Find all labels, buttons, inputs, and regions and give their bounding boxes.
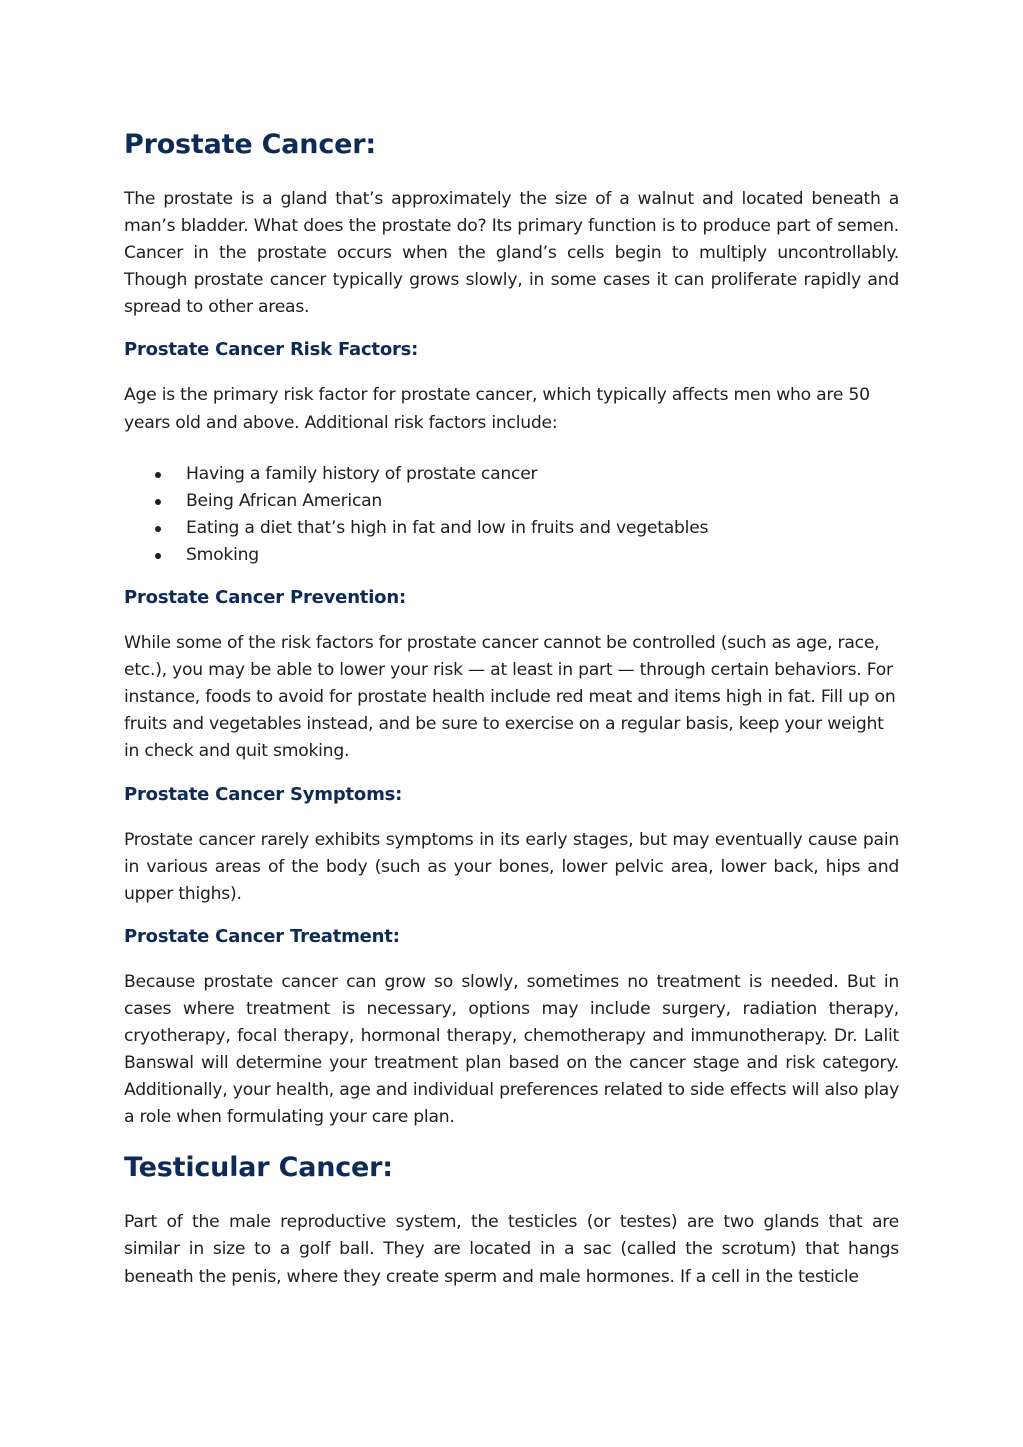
risk-factors-heading: Prostate Cancer Risk Factors: (124, 339, 419, 361)
symptoms-heading: Prostate Cancer Symptoms: (124, 783, 403, 805)
list-item-text: Being African American (186, 490, 383, 511)
treatment-paragraph: Because prostate cancer can grow so slowly, sometimes no treatment is needed. But in cases where treatment is necessary, options may include surgery, radiation therapy, cryotherapy, focal therapy, hormonal therapy, chemotherapy and immunotherapy. Dr. Lalit Banswal will determine your treatment plan based on the cancer stage and risk category. Additionally, your health, age and individual preferences related to side effects will also play a role when formulating your care plan. (124, 971, 899, 1128)
prostate-intro-paragraph: The prostate is a gland that’s approximately the size of a walnut and located beneath a man’s bladder. What does the prostate do? Its primary function is to produce part of semen. Cancer in the prostate occurs when the gland’s cells begin to multiply uncontrollably. Though prostate cancer typically grows slowly, in some cases it can proliferate rapidly and spread to other areas. (124, 189, 899, 318)
list-item (186, 488, 899, 515)
testicular-intro-paragraph: Part of the male reproductive system, the testicles (or testes) are two glands that are similar in size to a golf ball. They are located in a sac (called the scrotum) that hangs beneath the penis, where they create sperm and male hormones. If a cell in the testicle (124, 1212, 899, 1287)
list-item (186, 461, 899, 488)
testicular-cancer-title: Testicular Cancer: (124, 1152, 393, 1184)
prostate-cancer-title: Prostate Cancer: (124, 129, 376, 160)
prevention-heading: Prostate Cancer Prevention: (124, 587, 406, 609)
list-item (186, 515, 899, 542)
list-item-text: Having a family history of prostate cancer (186, 463, 538, 484)
symptoms-paragraph: Prostate cancer rarely exhibits symptoms in its early stages, but may eventually cause pain in various areas of the body (such as your bones, lower pelvic area, lower back, hips and upper thighs). (124, 829, 899, 904)
prevention-paragraph: While some of the risk factors for prostate cancer cannot be controlled (such as age, race, etc.), you may be able to lower your risk — at least in part — through certain behaviors. For instance, foods to avoid for prostate health include red meat and items high in fat. Fill up on fruits and vegetables instead, and be sure to exercise on a regular basis, keep your weight in check and quit smoking. (124, 633, 896, 762)
list-item-text: Smoking (186, 544, 259, 565)
bullet-icon (155, 472, 161, 478)
list-item (186, 542, 899, 569)
risk-factors-list (124, 461, 899, 569)
bullet-icon (155, 499, 161, 505)
treatment-heading: Prostate Cancer Treatment: (124, 925, 400, 947)
document-page (124, 118, 899, 1291)
list-item-text: Eating a diet that’s high in fat and low in fruits and vegetables (186, 517, 709, 538)
bullet-icon (155, 553, 161, 559)
risk-factors-paragraph: Age is the primary risk factor for prostate cancer, which typically affects men who are 50 years old and above. Additional risk factors include: (124, 385, 870, 433)
bullet-icon (155, 526, 161, 532)
